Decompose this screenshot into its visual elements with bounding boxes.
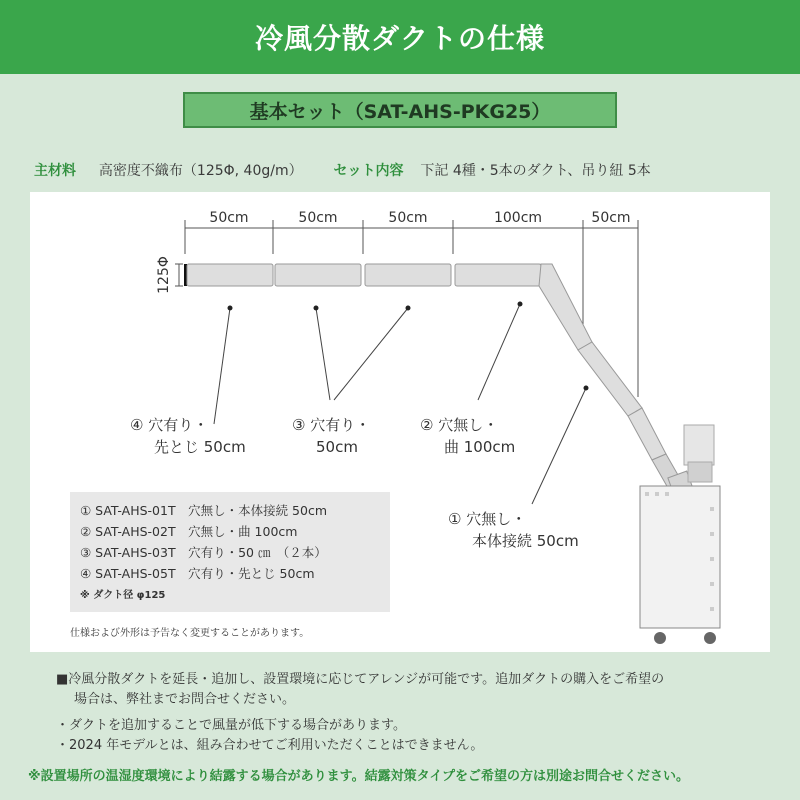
duct-diameter-note: ※ ダクト径 φ125 — [80, 590, 166, 601]
callout-3 — [292, 414, 370, 458]
callout-3-num: ③ — [292, 416, 306, 434]
dim-label-3: 50cm — [388, 210, 428, 226]
basic-set-label — [183, 92, 617, 128]
dim-label-5: 50cm — [591, 210, 631, 226]
callout-2 — [420, 414, 515, 458]
diagram-panel — [30, 192, 770, 652]
straight-ducts — [187, 264, 541, 286]
callout-2-line2: 曲 100cm — [444, 438, 516, 456]
diameter-label: 125Φ — [156, 256, 172, 294]
callout-3-line1: 穴有り・ — [310, 416, 371, 434]
spec-disclaimer: 仕様および外形は予告なく変更することがあります。 — [70, 628, 310, 639]
note-bullet-1: ・ダクトを追加することで風量が低下する場合があります。 — [56, 718, 406, 733]
dim-label-1: 50cm — [209, 210, 249, 226]
dim-label-4: 100cm — [493, 210, 543, 226]
material-label: 主材料 — [34, 163, 76, 179]
callout-3-line2: 50cm — [316, 438, 358, 456]
diameter-marker — [156, 256, 187, 294]
callout-4-num: ④ — [130, 416, 144, 434]
callout-lines — [214, 304, 586, 504]
callout-1 — [448, 508, 579, 552]
spec-line — [34, 160, 651, 180]
model-row-4: ④ SAT-AHS-05T 穴有り・先とじ 50cm — [80, 566, 315, 581]
callout-2-line1: 穴無し・ — [438, 416, 499, 434]
bend-duct — [539, 264, 666, 460]
callout-1-line1: 穴無し・ — [466, 510, 527, 528]
contents-value: 下記 4種・5本のダクト、吊り紐 5本 — [420, 163, 651, 179]
callout-1-num: ① — [448, 510, 462, 528]
note-main-line1: ■冷風分散ダクトを延長・追加し、設置環境に応じてアレンジが可能です。追加ダクトの購入をご希望の — [56, 672, 665, 687]
model-row-1: ① SAT-AHS-01T 穴無し・本体接続 50cm — [80, 503, 328, 518]
material-value: 高密度不織布（125Φ, 40g/m） — [98, 163, 303, 179]
contents-label: セット内容 — [333, 163, 404, 179]
callout-2-num: ② — [420, 416, 434, 434]
page-title: 冷風分散ダクトの仕様 — [254, 22, 545, 55]
condensation-note: ※設置場所の温湿度環境により結露する場合があります。結露対策タイプをご希望の方は別途お問合せください。 — [28, 769, 689, 784]
notes-section — [56, 670, 664, 756]
basic-set-title: 基本セット（SAT-AHS-PKG25） — [249, 100, 551, 123]
page-header — [0, 0, 800, 74]
model-row-3: ③ SAT-AHS-03T 穴有り・50 ㎝ （２本） — [80, 545, 327, 560]
model-row-2: ② SAT-AHS-02T 穴無し・曲 100cm — [80, 524, 298, 539]
callout-4-line2: 先とじ 50cm — [154, 438, 246, 456]
callout-4 — [130, 414, 246, 458]
dim-label-2: 50cm — [298, 210, 338, 226]
note-bullet-2: ・2024 年モデルとは、組み合わせてご利用いただくことはできません。 — [56, 738, 484, 753]
callout-1-line2: 本体接続 50cm — [472, 532, 579, 550]
note-main-line2: 場合は、弊社までお問合せください。 — [74, 692, 296, 707]
callout-4-line1: 穴有り・ — [148, 416, 209, 434]
callout-dots — [228, 302, 589, 391]
model-table — [70, 492, 390, 612]
